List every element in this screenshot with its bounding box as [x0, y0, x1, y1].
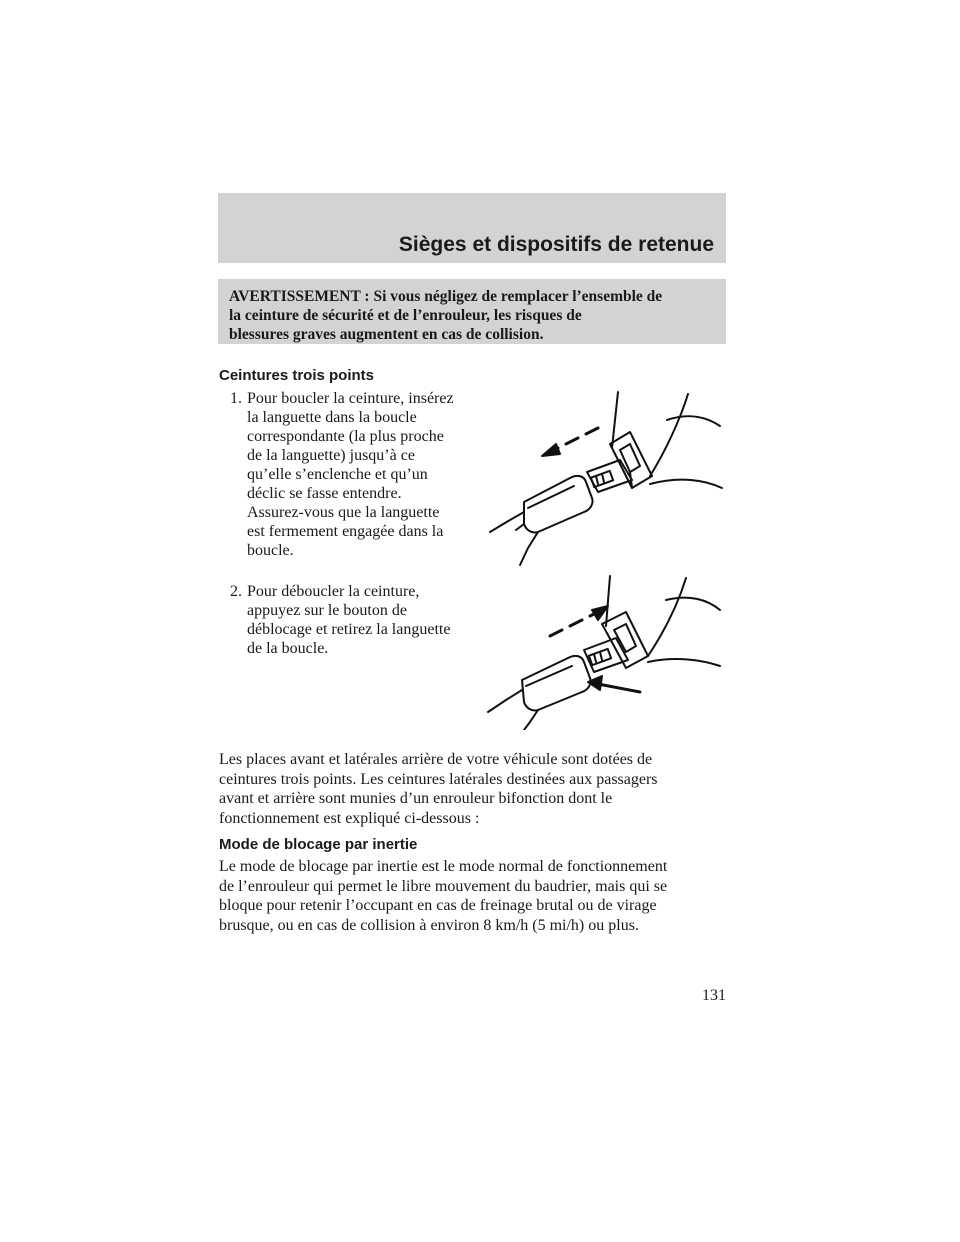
paragraph-blocage — [219, 857, 729, 935]
step-line: Pour boucler la ceinture, insérez — [247, 390, 454, 407]
step-line: est fermement engagée dans la — [247, 523, 444, 540]
step-line: Pour déboucler la ceinture, — [247, 583, 420, 600]
page-title: Sièges et dispositifs de retenue — [398, 233, 714, 256]
paragraph-ceintures — [219, 750, 729, 828]
warning-box — [218, 279, 726, 344]
step-number: 1. — [230, 390, 242, 407]
paragraph-line: avant et arrière sont munies d’un enrouleur bifonction dont le — [219, 790, 613, 807]
seatbelt-fasten-illustration — [480, 380, 730, 570]
step-line: la languette dans la boucle — [247, 409, 417, 426]
step-line: qu’elle s’enclenche et qu’un — [247, 466, 428, 483]
seatbelt-release-illustration — [480, 570, 730, 730]
paragraph-line: ceintures trois points. Les ceintures latérales destinées aux passagers — [219, 770, 658, 788]
warning-line: blessures graves augmentent en cas de collision. — [229, 326, 544, 343]
step-line: de la languette) jusqu’à ce — [247, 447, 415, 464]
section-heading-blocage: Mode de blocage par inertie — [219, 836, 418, 853]
paragraph-line: bloque pour retenir l’occupant en cas de freinage brutal ou de virage — [219, 897, 657, 914]
step-line: de la boucle. — [247, 640, 329, 657]
warning-line: AVERTISSEMENT : Si vous négligez de remplacer l’ensemble de — [229, 288, 663, 305]
step-number: 2. — [230, 583, 242, 600]
warning-line: la ceinture de sécurité et de l’enrouleur, les risques de — [229, 307, 582, 324]
page-number: 131 — [702, 987, 726, 1004]
page-header — [218, 193, 726, 263]
step-text — [247, 582, 490, 658]
step-line: déblocage et retirez la languette — [247, 621, 451, 638]
step-line: correspondante (la plus proche — [247, 428, 444, 445]
paragraph-line: Les places avant et latérales arrière de votre véhicule sont dotées de — [219, 751, 653, 768]
step-line: boucle. — [247, 542, 294, 559]
section-heading-ceintures: Ceintures trois points — [219, 367, 375, 384]
step-line: déclic se fasse entendre. — [247, 485, 402, 502]
paragraph-line: brusque, ou en cas de collision à environ 8 km/h (5 mi/h) ou plus. — [219, 916, 639, 934]
step-line: Assurez-vous que la languette — [247, 504, 440, 521]
paragraph-line: de l’enrouleur qui permet le libre mouvement du baudrier, mais qui se — [219, 877, 668, 895]
step-2 — [230, 582, 490, 658]
paragraph-line: fonctionnement est expliqué ci-dessous : — [219, 809, 480, 827]
step-text — [247, 389, 490, 560]
paragraph-line: Le mode de blocage par inertie est le mode normal de fonctionnement — [219, 858, 668, 875]
step-1 — [230, 389, 490, 560]
step-line: appuyez sur le bouton de — [247, 602, 407, 619]
